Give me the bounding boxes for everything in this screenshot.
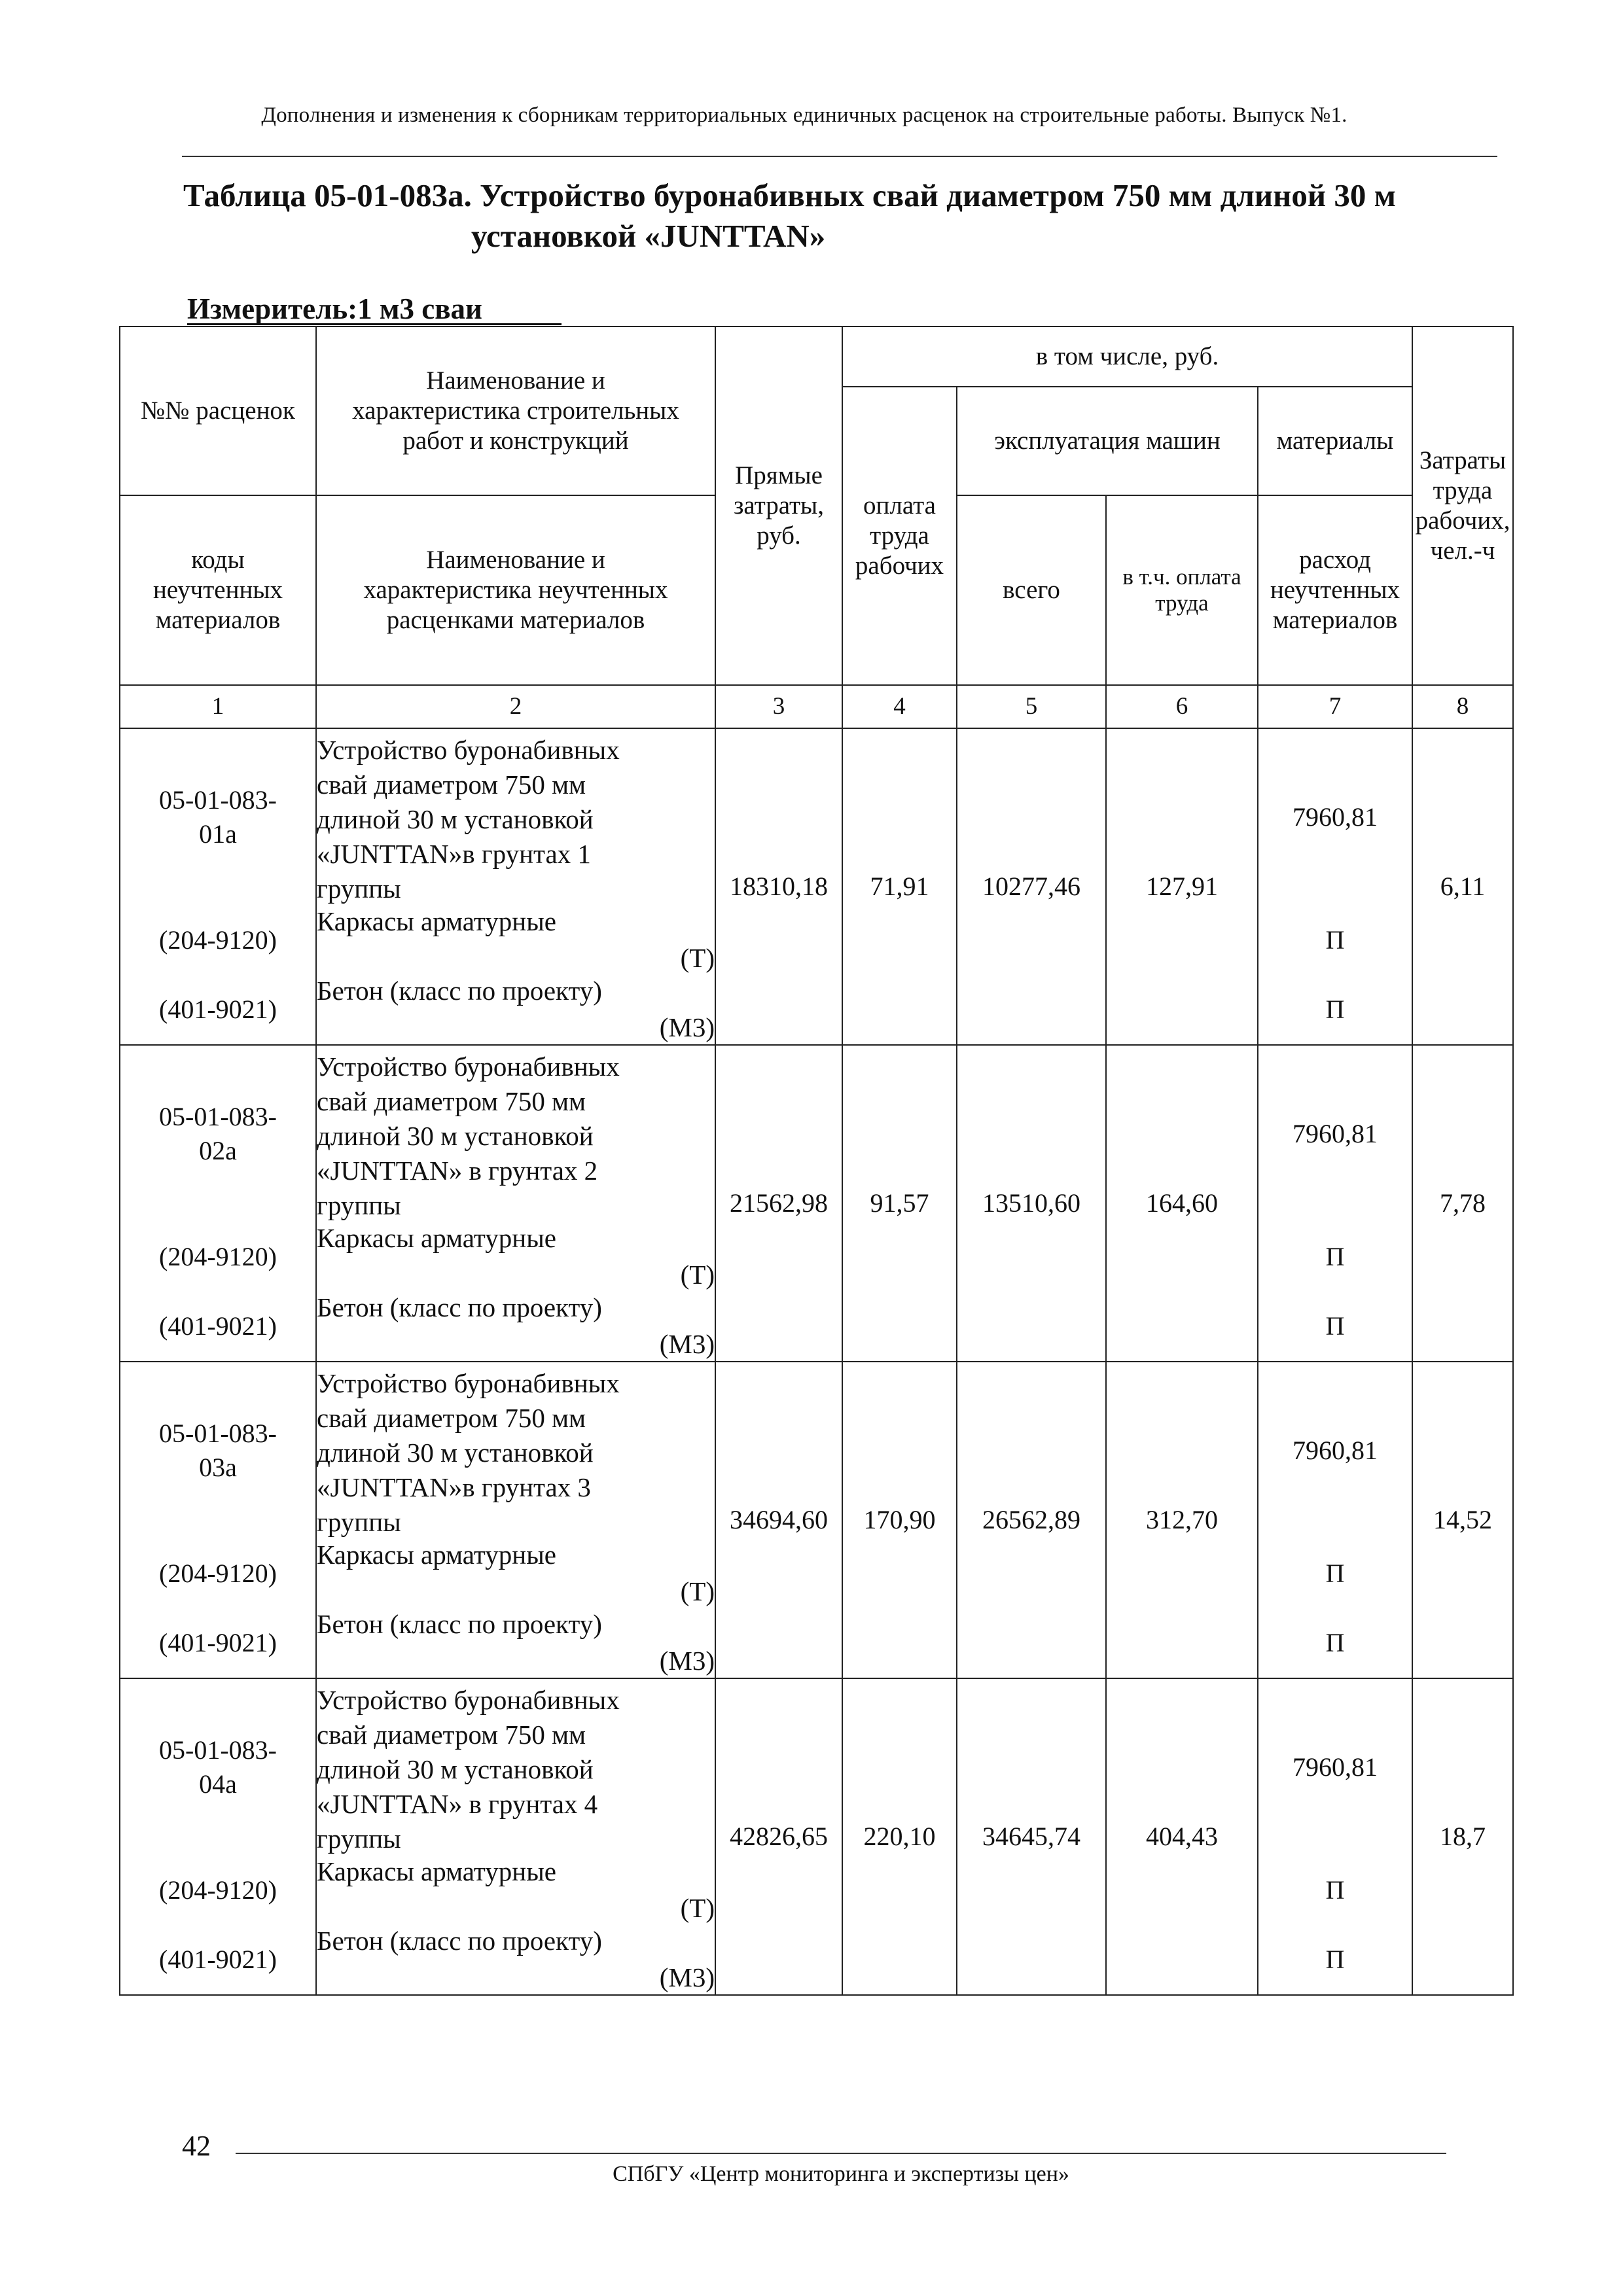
material-name-text: Бетон (класс по проекту): [317, 1926, 602, 1956]
header-worker-pay-l1: оплата: [863, 491, 936, 520]
material-code: (401-9021): [159, 995, 277, 1024]
labor-value-cell: [1412, 1045, 1513, 1362]
material-consumption: П: [1325, 1628, 1345, 1657]
machine-pay-value-cell: [1106, 1678, 1258, 1995]
material-name-text: Бетон (класс по проекту): [317, 1609, 602, 1639]
machine-total-value-cell: [957, 728, 1106, 1045]
header-incl-pay-l1: в т.ч. оплата: [1122, 564, 1241, 590]
header-labor-costs: [1412, 327, 1513, 685]
work-name-line: длиной 30 м установкой: [317, 1754, 594, 1784]
machine-total-value-cell: [957, 1678, 1106, 1995]
labor-value-cell: [1412, 728, 1513, 1045]
header-worker-pay-l2: труда: [870, 521, 929, 550]
header-materials: материалы: [1258, 387, 1412, 495]
machine-pay-value: 404,43: [1146, 1822, 1218, 1851]
work-name-line: группы: [317, 1190, 401, 1220]
material-name: [317, 1856, 715, 1925]
unit-underline: [187, 323, 562, 325]
header-direct-costs-l2: затраты,: [733, 491, 825, 520]
rate-code: [120, 729, 315, 906]
material-code: (401-9021): [159, 1311, 277, 1341]
direct-costs-value-cell: [715, 1678, 842, 1995]
col-index: 2: [316, 685, 715, 728]
material-code: (401-9021): [159, 1945, 277, 1974]
header-machine-total: всего: [957, 495, 1106, 685]
header-direct-costs-l3: руб.: [757, 521, 801, 550]
rate-code-l2: 02а: [199, 1136, 237, 1165]
material-name-text: Каркасы арматурные: [317, 906, 556, 936]
material-unit: (М3): [659, 1962, 715, 1992]
labor-value: 7,78: [1440, 1188, 1486, 1218]
direct-costs-value: 42826,65: [730, 1822, 828, 1851]
header-direct-costs: [715, 327, 842, 685]
materials-value: 7960,81: [1293, 1436, 1378, 1465]
rate-code: [120, 1046, 315, 1222]
material-unit: (Т): [680, 1260, 715, 1290]
header-material-codes-l3: материалов: [155, 606, 281, 634]
machine-pay-value: 127,91: [1146, 872, 1218, 901]
direct-costs-value: 21562,98: [730, 1188, 828, 1218]
col-index: 7: [1258, 685, 1412, 728]
header-rate-no: №№ расценок: [120, 327, 316, 495]
header-worker-pay-l3: рабочих: [855, 552, 944, 580]
running-header: Дополнения и изменения к сборникам территориальных единичных расценок на строительные работы. Выпуск №1.: [261, 103, 1347, 127]
header-work-name-l3: работ и конструкций: [402, 427, 629, 455]
work-name-line: Устройство буронабивных: [317, 1685, 620, 1715]
material-consumption: П: [1325, 1311, 1345, 1341]
material-code: (401-9021): [159, 1628, 277, 1657]
labor-value-cell: [1412, 1678, 1513, 1995]
material-name: [317, 1925, 715, 1994]
machine-pay-value-cell: [1106, 1362, 1258, 1678]
rate-code-l2: 03а: [199, 1453, 237, 1482]
work-name-line: свай диаметром 750 мм: [317, 1720, 586, 1750]
material-name: [317, 1222, 715, 1292]
rates-table: [119, 326, 1514, 1996]
machine-total-value: 34645,74: [982, 1822, 1080, 1851]
header-material-codes-l1: коды: [191, 546, 245, 574]
rate-code-l1: 05-01-083-: [159, 1735, 277, 1765]
labor-value: 6,11: [1440, 872, 1486, 901]
material-unit: (Т): [680, 1576, 715, 1606]
col-index: 6: [1106, 685, 1258, 728]
work-name-line: «JUNTTAN» в грунтах 2: [317, 1156, 598, 1186]
rate-row: [120, 1678, 1513, 1995]
rate-code-l2: 04а: [199, 1769, 237, 1799]
header-material-name-l1: Наименование и: [426, 546, 605, 574]
material-unit: (Т): [680, 1893, 715, 1923]
material-name: [317, 975, 715, 1044]
work-name-line: длиной 30 м установкой: [317, 804, 594, 834]
rate-code-cell: [120, 1045, 316, 1362]
material-code: (204-9120): [159, 1875, 277, 1905]
header-material-codes: [120, 495, 316, 685]
footer-rule: [236, 2153, 1446, 2154]
work-name-line: группы: [317, 1507, 401, 1537]
worker-pay-value: 220,10: [863, 1822, 936, 1851]
material-unit: (М3): [659, 1329, 715, 1359]
unit-of-measure: Измеритель:1 м3 сваи: [187, 292, 482, 325]
rate-row: [120, 1362, 1513, 1678]
material-code: (204-9120): [159, 1242, 277, 1271]
worker-pay-value-cell: [842, 1362, 957, 1678]
rate-code-cell: [120, 1362, 316, 1678]
header-consumption-l3: материалов: [1272, 606, 1398, 634]
header-material-name-l3: расценками материалов: [386, 606, 645, 634]
header-consumption-l2: неучтенных: [1270, 576, 1400, 604]
materials-value-cell: [1258, 728, 1412, 1045]
material-consumption: П: [1325, 1242, 1345, 1271]
material-consumption: П: [1325, 1875, 1345, 1905]
work-name-line: длиной 30 м установкой: [317, 1438, 594, 1468]
work-name-cell: [316, 1678, 715, 1995]
material-consumption: П: [1325, 995, 1345, 1024]
rate-code: [120, 1679, 315, 1856]
table-title-line-2: установкой «JUNTTAN»: [471, 218, 826, 254]
header-material-codes-l2: неучтенных: [152, 576, 283, 604]
material-name: [317, 906, 715, 975]
footer-text: СПбГУ «Центр мониторинга и экспертизы цен»: [613, 2162, 1069, 2186]
material-consumption: П: [1325, 1945, 1345, 1974]
machine-total-value: 26562,89: [982, 1505, 1080, 1534]
work-name-line: Устройство буронабивных: [317, 735, 620, 765]
work-name: [317, 1046, 715, 1222]
direct-costs-value: 34694,60: [730, 1505, 828, 1534]
machine-total-value-cell: [957, 1045, 1106, 1362]
work-name-line: свай диаметром 750 мм: [317, 1403, 586, 1433]
column-index-row: [120, 685, 1513, 728]
rate-code-l1: 05-01-083-: [159, 1102, 277, 1131]
work-name: [317, 1362, 715, 1539]
work-name-line: группы: [317, 874, 401, 904]
col-index: 1: [120, 685, 316, 728]
material-consumption: П: [1325, 1559, 1345, 1588]
material-consumption: П: [1325, 925, 1345, 955]
col-index: 3: [715, 685, 842, 728]
table-title: [183, 175, 1492, 256]
header-material-name: [316, 495, 715, 685]
header-direct-costs-l1: Прямые: [735, 461, 823, 489]
work-name-cell: [316, 1362, 715, 1678]
col-index: 4: [842, 685, 957, 728]
header-incl-pay-l2: труда: [1155, 590, 1209, 616]
worker-pay-value-cell: [842, 1045, 957, 1362]
material-name-text: Бетон (класс по проекту): [317, 976, 602, 1006]
direct-costs-value-cell: [715, 728, 842, 1045]
machine-total-value: 13510,60: [982, 1188, 1080, 1218]
rate-code-cell: [120, 728, 316, 1045]
rate-code-l1: 05-01-083-: [159, 785, 277, 815]
header-work-name: [316, 327, 715, 495]
rate-code: [120, 1362, 315, 1539]
header-material-name-l2: характеристика неучтенных: [363, 576, 668, 604]
worker-pay-value: 91,57: [870, 1188, 929, 1218]
worker-pay-value: 71,91: [870, 872, 929, 901]
material-unit: (М3): [659, 1646, 715, 1676]
material-unit: (М3): [659, 1012, 715, 1042]
machine-total-value: 10277,46: [982, 872, 1080, 901]
header-material-consumption: [1258, 495, 1412, 685]
direct-costs-value-cell: [715, 1045, 842, 1362]
work-name-cell: [316, 1045, 715, 1362]
material-name-text: Каркасы арматурные: [317, 1856, 556, 1886]
header-including: в том числе, руб.: [842, 327, 1412, 387]
work-name-line: группы: [317, 1824, 401, 1854]
machine-total-value-cell: [957, 1362, 1106, 1678]
page-number: 42: [182, 2130, 211, 2162]
header-work-name-l1: Наименование и: [426, 366, 605, 395]
material-unit: (Т): [680, 943, 715, 973]
worker-pay-value: 170,90: [863, 1505, 936, 1534]
header-work-name-l2: характеристика строительных: [352, 397, 679, 425]
labor-value-cell: [1412, 1362, 1513, 1678]
col-index: 8: [1412, 685, 1513, 728]
work-name-line: свай диаметром 750 мм: [317, 769, 586, 800]
work-name-line: «JUNTTAN»в грунтах 3: [317, 1472, 591, 1502]
work-name-line: Устройство буронабивных: [317, 1051, 620, 1082]
table-title-line-1: Таблица 05-01-083а. Устройство буронабивных свай диаметром 750 мм длиной 30 м: [183, 177, 1396, 213]
materials-value-cell: [1258, 1678, 1412, 1995]
machine-pay-value: 164,60: [1146, 1188, 1218, 1218]
material-name: [317, 1292, 715, 1361]
work-name-line: длиной 30 м установкой: [317, 1121, 594, 1151]
rate-code-cell: [120, 1678, 316, 1995]
machine-pay-value-cell: [1106, 1045, 1258, 1362]
worker-pay-value-cell: [842, 728, 957, 1045]
header-labor-l1: Затраты: [1419, 446, 1507, 474]
materials-value-cell: [1258, 1362, 1412, 1678]
material-code: (204-9120): [159, 1559, 277, 1588]
header-worker-pay: [842, 387, 957, 685]
header-machine-operation: эксплуатация машин: [957, 387, 1258, 495]
header-consumption-l1: расход: [1299, 546, 1371, 574]
col-index: 5: [957, 685, 1106, 728]
work-name-line: Устройство буронабивных: [317, 1368, 620, 1398]
materials-value: 7960,81: [1293, 802, 1378, 832]
labor-value: 14,52: [1433, 1505, 1493, 1534]
rate-code-l2: 01а: [199, 819, 237, 849]
direct-costs-value-cell: [715, 1362, 842, 1678]
material-name-text: Каркасы арматурные: [317, 1540, 556, 1570]
material-name-text: Бетон (класс по проекту): [317, 1292, 602, 1322]
material-name-text: Каркасы арматурные: [317, 1223, 556, 1253]
header-labor-l4: чел.-ч: [1430, 537, 1495, 565]
rate-code-l1: 05-01-083-: [159, 1419, 277, 1448]
work-name-line: свай диаметром 750 мм: [317, 1086, 586, 1116]
machine-pay-value-cell: [1106, 728, 1258, 1045]
materials-value: 7960,81: [1293, 1119, 1378, 1148]
work-name: [317, 1679, 715, 1856]
work-name-line: «JUNTTAN» в грунтах 4: [317, 1789, 598, 1819]
machine-pay-value: 312,70: [1146, 1505, 1218, 1534]
material-code: (204-9120): [159, 925, 277, 955]
header-incl-pay: [1106, 495, 1258, 685]
rate-row: [120, 728, 1513, 1045]
header-rule: [182, 156, 1497, 157]
work-name: [317, 729, 715, 906]
material-name: [317, 1539, 715, 1608]
materials-value: 7960,81: [1293, 1752, 1378, 1782]
material-name: [317, 1608, 715, 1678]
work-name-line: «JUNTTAN»в грунтах 1: [317, 839, 591, 869]
header-labor-l3: рабочих,: [1415, 506, 1510, 535]
direct-costs-value: 18310,18: [730, 872, 828, 901]
materials-value-cell: [1258, 1045, 1412, 1362]
rate-row: [120, 1045, 1513, 1362]
labor-value: 18,7: [1440, 1822, 1486, 1851]
work-name-cell: [316, 728, 715, 1045]
worker-pay-value-cell: [842, 1678, 957, 1995]
header-labor-l2: труда: [1433, 476, 1493, 504]
